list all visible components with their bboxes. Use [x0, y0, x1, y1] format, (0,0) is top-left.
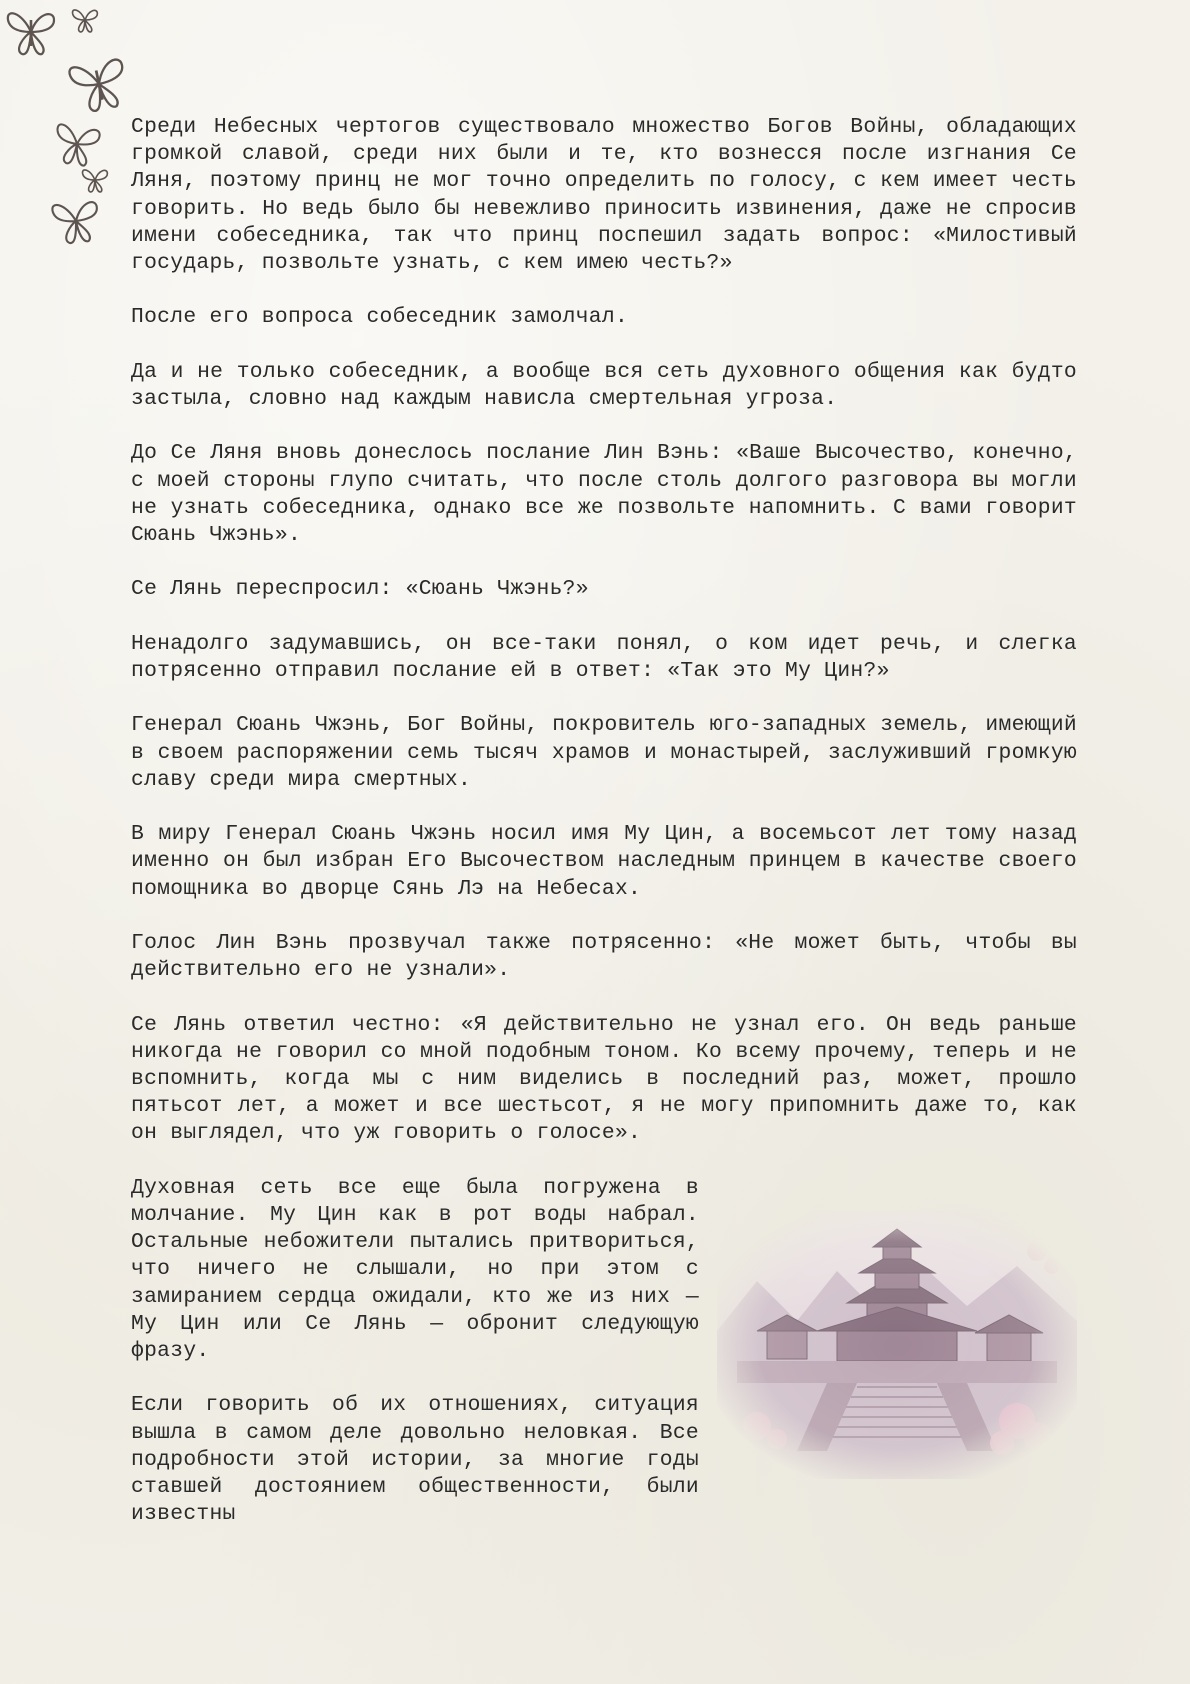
butterfly-decoration [0, 0, 150, 260]
butterfly-icon [49, 117, 105, 171]
paragraph: Среди Небесных чертогов существовало множество Богов Войны, обладающих громкой славой, среди них были и те, кто вознесся после изгнания Се Ляня, поэтому принц не мог точно определить по голосу, с кем имеет честь говорить. Но ведь было бы невежливо приносить извинения, даже не спросив имени собеседника, так что принц поспешил задать вопрос: «Милостивый государь, позвольте узнать, с кем имею честь?» [131, 115, 1077, 276]
butterfly-icon [80, 166, 110, 194]
document-body [131, 114, 1077, 1556]
butterfly-icon [4, 6, 58, 58]
butterfly-icon [62, 48, 135, 120]
paragraph: После его вопроса собеседник замолчал. [131, 305, 629, 330]
paragraph: Если говорить об их отношениях, ситуация вышла в самом деле довольно неловкая. Все подробности этой истории, за многие годы ставшей достоянием общественности, были известны [131, 1393, 699, 1527]
paragraph: Ненадолго задумавшись, он все-таки понял, о ком идет речь, и слегка потрясенно отправил послание ей в ответ: «Так это Му Цин?» [131, 631, 1077, 683]
paragraph: В миру Генерал Сюань Чжэнь носил имя Му Цин, а восемьсот лет тому назад именно он был избран Его Высочеством наследным принцем в качестве своего помощника во дворце Сянь Лэ на Небесах. [131, 822, 1077, 901]
palace-illustration [717, 1211, 1077, 1479]
paragraph: Генерал Сюань Чжэнь, Бог Войны, покровитель юго-западных земель, имеющий в своем распоряжении семь тысяч храмов и монастырей, заслуживший громкую славу среди мира смертных. [131, 713, 1077, 792]
wrapped-section [131, 1175, 1077, 1529]
paragraph: Духовная сеть все еще была погружена в молчание. Му Цин как в рот воды набрал. Остальные небожители пытались притвориться, что ничего не слышали, но при этом с замиранием сердца ожидали, кто же из них — Му Цин или Се Лянь — обронит следующую фразу. [131, 1175, 699, 1363]
paragraph: Се Лянь переспросил: «Сюань Чжэнь?» [131, 577, 589, 602]
paragraph: Голос Лин Вэнь прозвучал также потрясенно: «Не может быть, чтобы вы действительно его не узнали». [131, 930, 1077, 983]
butterfly-icon [70, 6, 100, 34]
paragraph: Се Лянь ответил честно: «Я действительно не узнал его. Он ведь раньше никогда не говорил со мной подобным тоном. Ко всему прочему, теперь и не вспомнить, когда мы с ним виделись в последний раз, может, прошло пятьсот лет, а может и все шестьсот, я не могу припомнить даже то, как он выглядел, что уж говорить о голосе». [131, 1012, 1077, 1146]
paragraph: До Се Ляня вновь донеслось послание Лин Вэнь: «Ваше Высочество, конечно, с моей стороны глупо считать, что после столь долгого разговора вы могли не узнать собеседника, однако все же позвольте напомнить. С вами говорит Сюань Чжэнь». [131, 441, 1077, 547]
palace-image [717, 1211, 1077, 1479]
paragraph: Да и не только собеседник, а вообще вся сеть духовного общения как будто застыла, словно над каждым нависла смертельная угроза. [131, 359, 1077, 411]
butterfly-icon [48, 193, 105, 248]
